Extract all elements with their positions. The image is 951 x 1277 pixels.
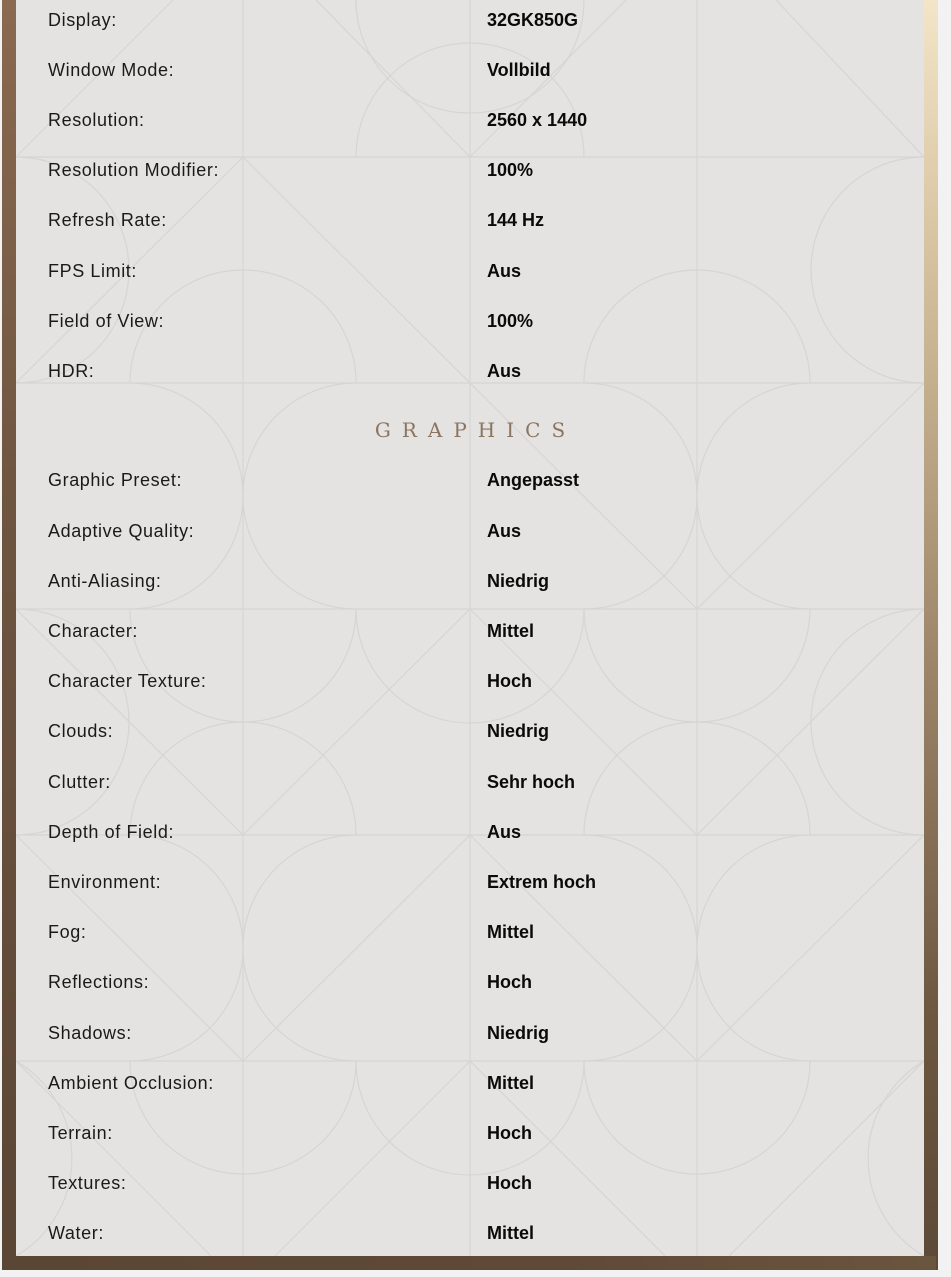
setting-value: Niedrig (487, 1023, 550, 1043)
setting-label: Window Mode: (48, 60, 175, 80)
setting-label: Reflections: (48, 972, 150, 992)
section-title-graphics: GRAPHICS (374, 418, 577, 442)
settings-row-field-of-view (16, 296, 924, 346)
setting-value: Extrem hoch (487, 872, 597, 892)
setting-value: Aus (487, 521, 522, 541)
setting-value: 144 Hz (487, 210, 545, 230)
settings-row-ambient-occlusion (16, 1058, 924, 1108)
frame-border-left (2, 0, 16, 1270)
setting-label: Refresh Rate: (48, 210, 167, 230)
setting-label: Character: (48, 621, 139, 641)
settings-row-character-texture (16, 656, 924, 706)
setting-label: HDR: (48, 361, 95, 381)
settings-row-clouds (16, 706, 924, 756)
setting-label: Resolution Modifier: (48, 160, 220, 180)
setting-value: Mittel (487, 922, 534, 942)
setting-value: Hoch (487, 1173, 532, 1193)
setting-value: Aus (487, 261, 522, 281)
settings-row-display (16, 0, 924, 45)
setting-label: Graphic Preset: (48, 470, 183, 490)
setting-label: Shadows: (48, 1023, 132, 1043)
settings-row-environment (16, 857, 924, 907)
setting-label: Anti-Aliasing: (48, 571, 162, 591)
setting-label: Ambient Occlusion: (48, 1073, 214, 1093)
setting-label: Depth of Field: (48, 822, 175, 842)
setting-label: Textures: (48, 1173, 127, 1193)
settings-panel (16, 0, 924, 1256)
settings-row-hdr (16, 346, 924, 396)
settings-row-fog (16, 907, 924, 957)
setting-value: Niedrig (487, 721, 550, 741)
setting-value: Aus (487, 822, 522, 842)
settings-row-refresh-rate (16, 195, 924, 245)
setting-label: Clouds: (48, 721, 114, 741)
setting-label: Adaptive Quality: (48, 521, 195, 541)
setting-label: Display: (48, 10, 117, 30)
setting-label: Terrain: (48, 1123, 113, 1143)
settings-row-water (16, 1208, 924, 1256)
settings-row-terrain (16, 1108, 924, 1158)
settings-row-anti-aliasing (16, 556, 924, 606)
settings-row-clutter (16, 757, 924, 807)
setting-value: Angepasst (487, 470, 580, 490)
settings-row-depth-of-field (16, 807, 924, 857)
settings-row-textures (16, 1158, 924, 1208)
setting-value: Mittel (487, 1073, 534, 1093)
setting-label: Fog: (48, 922, 87, 942)
frame-border-bottom (2, 1256, 936, 1270)
setting-label: Environment: (48, 872, 162, 892)
setting-value: Niedrig (487, 571, 550, 591)
setting-value: Mittel (487, 621, 534, 641)
setting-value: Aus (487, 361, 522, 381)
frame-border-right (924, 0, 938, 1270)
settings-row-graphic-preset (16, 455, 924, 505)
setting-value: Hoch (487, 1123, 532, 1143)
setting-label: FPS Limit: (48, 261, 138, 281)
settings-row-resolution (16, 95, 924, 145)
setting-label: Clutter: (48, 772, 111, 792)
setting-label: Water: (48, 1223, 104, 1243)
setting-value: Sehr hoch (487, 772, 576, 792)
settings-row-resolution-modifier (16, 145, 924, 195)
setting-value: 100% (487, 160, 534, 180)
setting-value: Hoch (487, 972, 532, 992)
setting-label: Resolution: (48, 110, 145, 130)
settings-row-character (16, 606, 924, 656)
settings-row-shadows (16, 1008, 924, 1058)
setting-value: 32GK850G (487, 10, 579, 30)
setting-value: 100% (487, 311, 534, 331)
settings-row-fps-limit (16, 246, 924, 296)
settings-row-adaptive-quality (16, 506, 924, 556)
setting-value: 2560 x 1440 (487, 110, 588, 130)
setting-value: Hoch (487, 671, 532, 691)
setting-value: Vollbild (487, 60, 551, 80)
setting-value: Mittel (487, 1223, 534, 1243)
settings-row-reflections (16, 957, 924, 1007)
settings-row-window-mode (16, 45, 924, 95)
setting-label: Character Texture: (48, 671, 207, 691)
setting-label: Field of View: (48, 311, 165, 331)
